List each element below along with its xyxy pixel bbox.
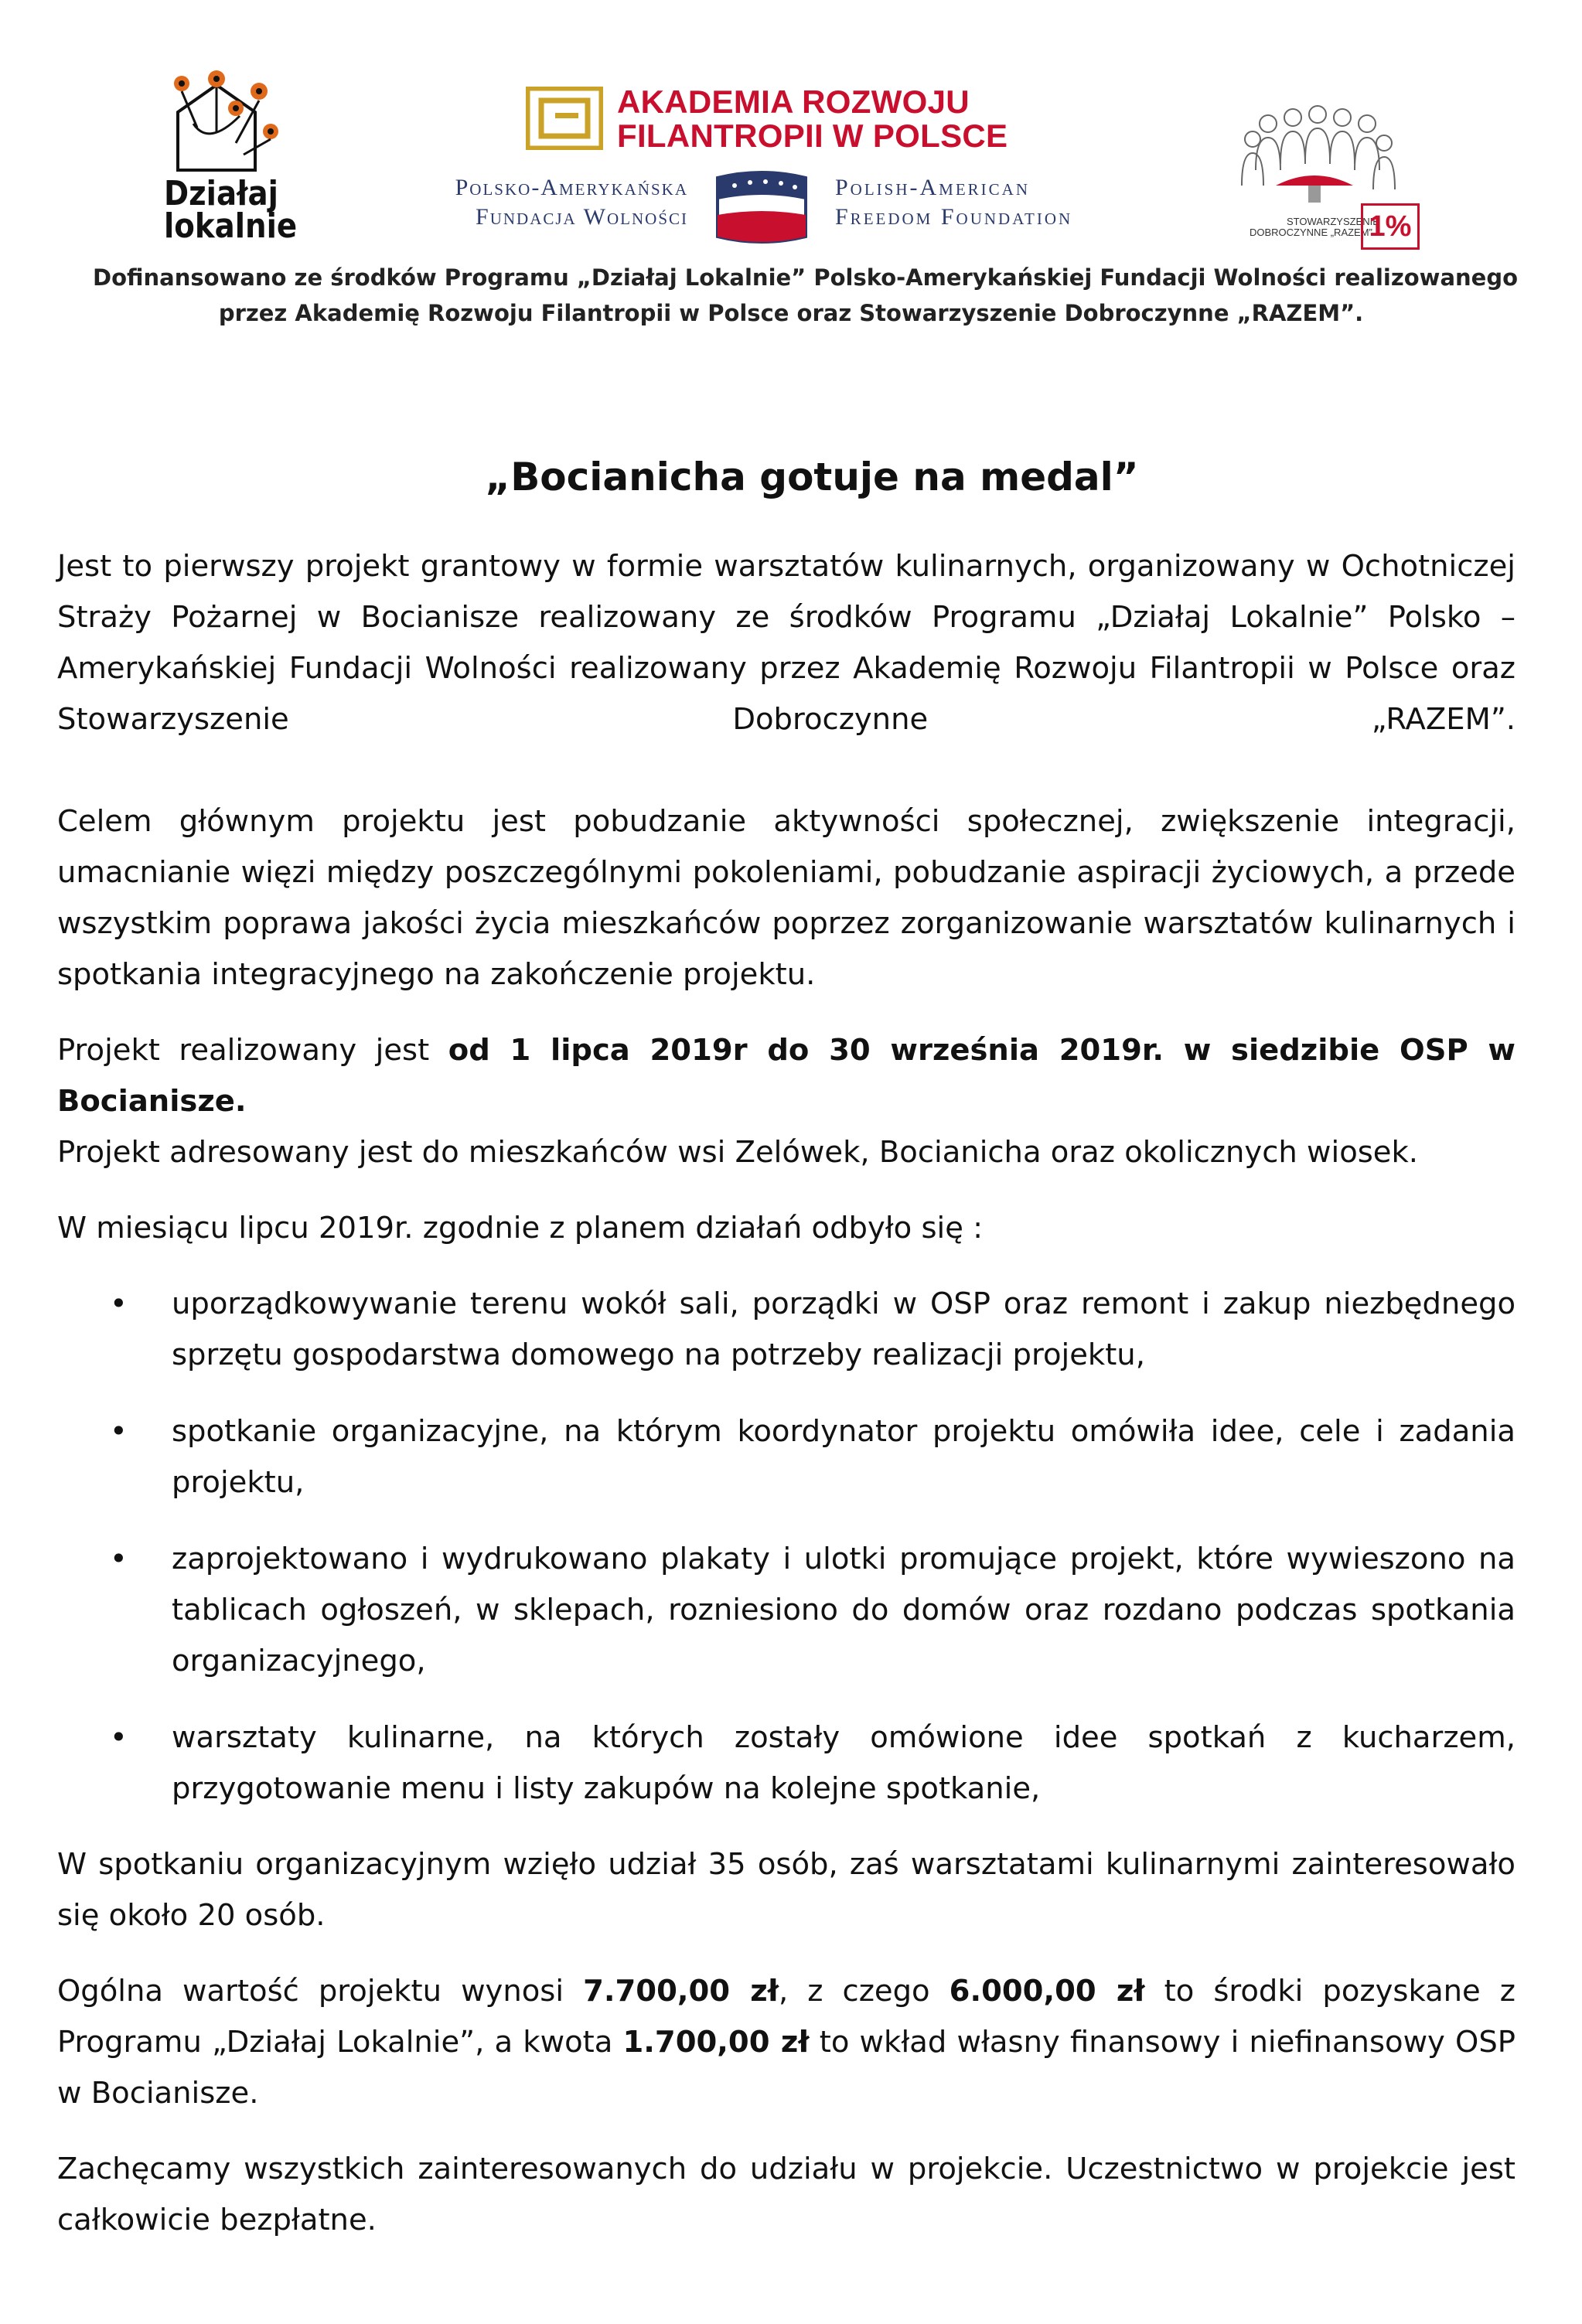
pafw-en-line2: Freedom Foundation [835,204,1073,230]
arf-line1: AKADEMIA ROZWOJU [617,83,970,120]
funding-note [93,260,1519,331]
bullet-dot: • [110,1414,128,1449]
razem-caption-line2: DOBROCZYNNE „RAZEM” [1250,227,1372,238]
budget-own-contribution: 1.700,00 zł [622,2025,810,2060]
arf-wordmark [617,85,1019,153]
razem-caption [1250,216,1379,238]
budget-text-3: to środki pozyskane z Programu „Działaj Lokalnie”, a kwota [57,1974,1516,2060]
dl-line1: Działaj [164,174,278,213]
pafw-en-line1: Polish-American [835,175,1031,200]
closing-paragraph: Zachęcamy wszystkich zainteresowanych do udziału w projekcie. Uczestnictwo w projekcie jest całkowicie bezpłatne. [57,2152,1516,2237]
arf-mark-icon [526,87,603,150]
period-prefix: Projekt realizowany jest [57,1033,448,1068]
funding-note-line2: przez Akademię Rozwoju Filantropii w Polsce oraz Stowarzyszenie Dobroczynne „RAZEM”. [218,300,1364,326]
goal-paragraph: Celem głównym projektu jest pobudzanie aktywności społecznej, zwiększenie integracji, umacnianie więzi między poszczególnymi pokoleniami, pobudzanie aspiracji życiowych, a przede wszystkim poprawa jakości życia mieszkańców poprzez zorganizowanie warsztatów kulinarnych i spotkania integracyjnego na zakończenie projektu. [57,804,1516,992]
pafw-polish-name [394,173,688,232]
pafw-logo [394,170,1152,247]
period-paragraph [57,1025,1516,1127]
bullet-dot: • [110,1542,128,1576]
one-percent-badge: 1% [1361,203,1420,250]
list-item [57,1712,1516,1815]
dl-line2: lokalnie [164,206,298,246]
dzialaj-lokalnie-logo [155,70,298,255]
list-item [57,1279,1516,1381]
budget-grant: 6.000,00 zł [949,1974,1145,2009]
budget-total: 7.700,00 zł [583,1974,779,2009]
arf-line2: FILANTROPII W POLSCE [617,118,1008,154]
budget-paragraph [57,1966,1516,2119]
intro-paragraph: Jest to pierwszy projekt grantowy w formie warsztatów kulinarnych, organizowany w Ochotniczej Straży Pożarnej w Bocianisze realizowany ze środków Programu „Działaj Lokalnie” Polsko – Amerykańskiej Fundacji Wolności realizowany przez Akademię Rozwoju Filantropii w Polsce oraz Stowarzyszenie Dobroczynne „RAZEM”. [57,549,1516,737]
pafw-pl-line2: Fundacja Wolności [476,204,688,230]
arf-logo [526,83,1008,155]
list-item-text: spotkanie organizacyjne, na którym koordynator projektu omówiła idee, cele i zadania projektu, [172,1414,1516,1500]
bullet-dot: • [110,1286,128,1321]
bullet-dot: • [110,1720,128,1755]
pafw-flag-icon [711,170,812,244]
july-intro-paragraph: W miesiącu lipcu 2019r. zgodnie z planem działań odbyło się : [57,1211,984,1245]
people-crowd-icon [1237,101,1407,209]
document-title: „Bocianicha gotuje na medal” [485,455,1139,499]
razem-logo [1237,101,1423,255]
activities-list [57,1279,1516,1815]
pafw-pl-line1: Polsko-Amerykańska [455,175,688,200]
list-item-text: warsztaty kulinarne, na których zostały omówione idee spotkań z kucharzem, przygotowanie menu i listy zakupów na kolejne spotkanie, [172,1720,1516,1806]
razem-caption-line1: STOWARZYSZENIE [1287,216,1379,227]
list-item-text: uporządkowywanie terenu wokół sali, porządki w OSP oraz remont i zakup niezbędnego sprzętu gospodarstwa domowego na potrzeby realizacji projektu, [172,1286,1516,1372]
budget-text-1: Ogólna wartość projektu wynosi [57,1974,584,2009]
list-item-text: zaprojektowano i wydrukowano plakaty i ulotki promujące projekt, które wywieszono na tablicach ogłoszeń, w sklepach, rozniesiono do domów oraz rozdano podczas spotkania organizacyjnego, [172,1542,1516,1678]
dzialaj-lokalnie-wordmark [164,174,298,246]
participation-paragraph: W spotkaniu organizacyjnym wzięło udział 35 osób, zaś warsztatami kulinarnymi zainteresowało się około 20 osób. [57,1847,1516,1933]
list-item [57,1406,1516,1508]
funding-note-line1: Dofinansowano ze środków Programu „Działaj Lokalnie” Polsko-Amerykańskiej Fundacji Wolności realizowanego [93,264,1519,291]
period-dates: od 1 lipca 2019r do 30 września 2019r. w siedzibie OSP w Bocianisze. [57,1033,1516,1119]
pafw-english-name [835,173,1160,232]
budget-text-2: , z czego [779,1974,950,2009]
list-item [57,1534,1516,1687]
flowers-house-icon [162,70,286,178]
addressees-paragraph: Projekt adresowany jest do mieszkańców wsi Zelówek, Bocianicha oraz okolicznych wiosek. [57,1135,1419,1170]
budget-text-4: to wkład własny finansowy i niefinansowy OSP w Bocianisze. [57,2025,1516,2111]
document-body [57,541,1516,2246]
